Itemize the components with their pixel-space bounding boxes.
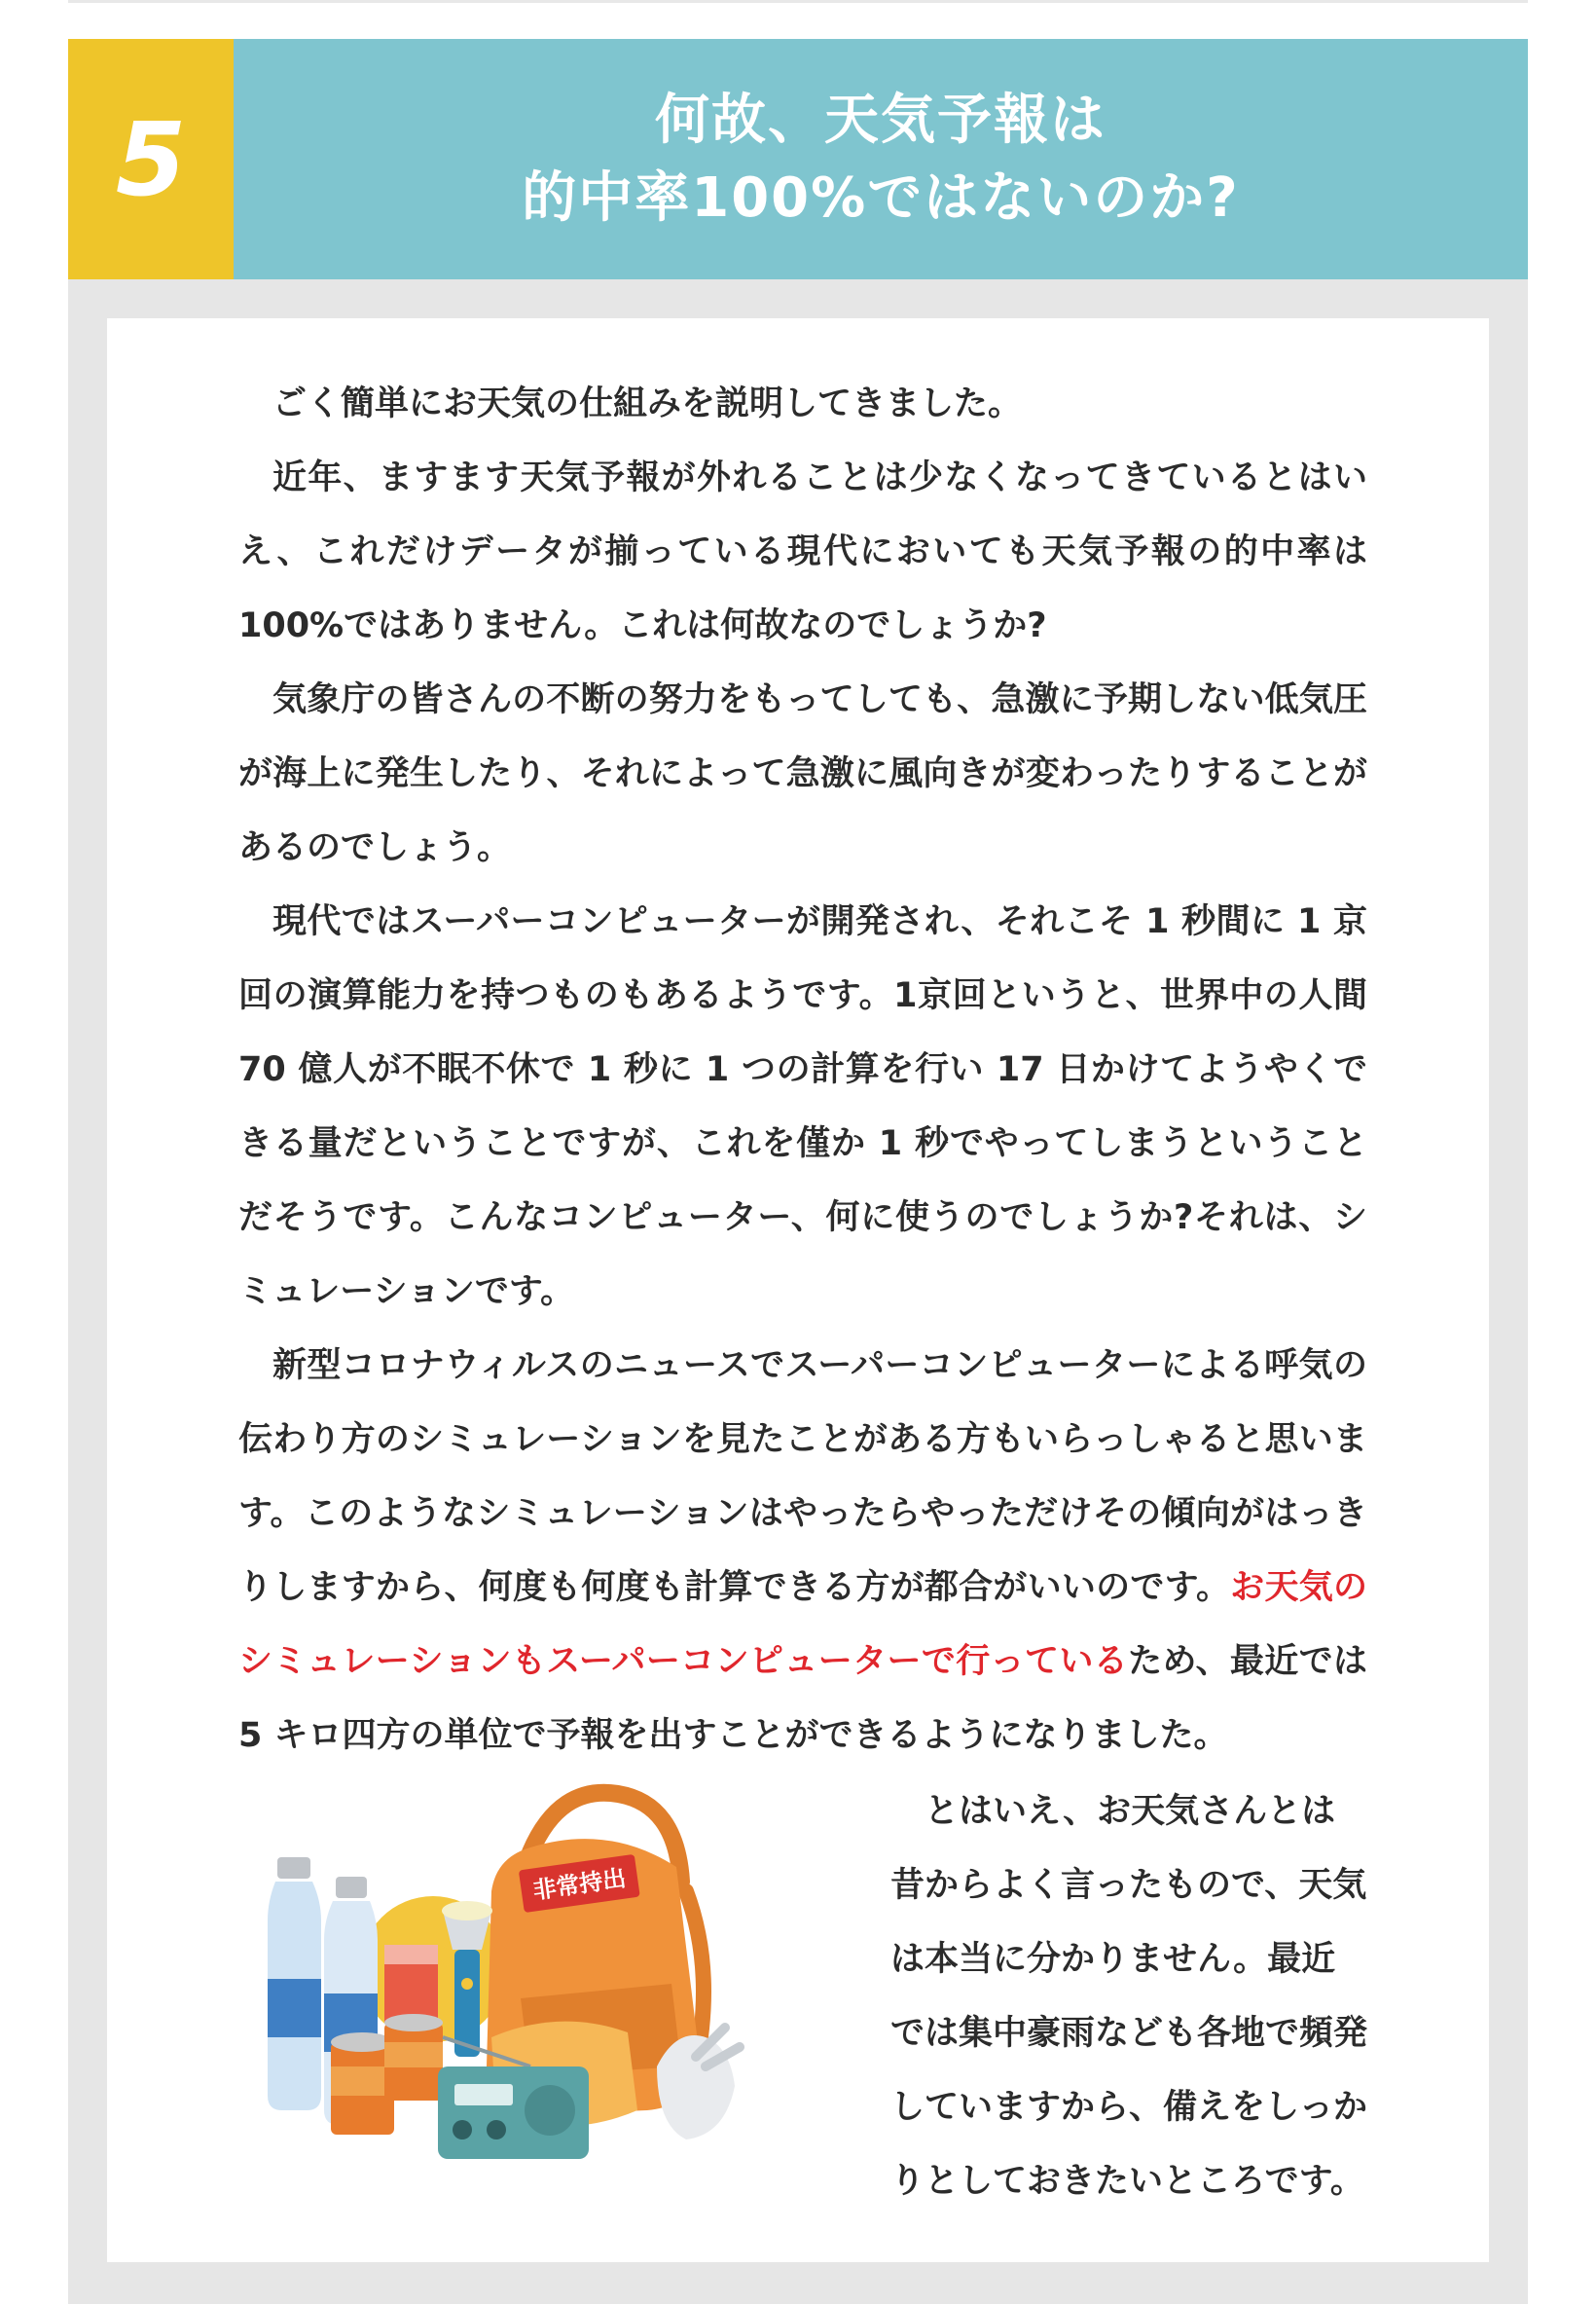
paragraph-5-text-a: 新型コロナウィルスのニュースでスーパーコンピューターによる呼気の伝わり方のシミュレーションを見たことがある方もいらっしゃると思います。このようなシミュレーションはやったらやっただけその傾向がはっきりしますから、何度も何度も計算できる方が都合がいいのです。 <box>238 1346 1367 1607</box>
section-number-box <box>68 39 234 279</box>
water-bottle-icon <box>268 1857 321 2110</box>
bottom-row <box>238 1774 1367 2222</box>
section-title-line-1: 何故、天気予報は <box>655 88 1106 152</box>
paragraph-5 <box>238 1329 1367 1773</box>
article-body <box>238 367 1367 1773</box>
section-header <box>68 39 1528 279</box>
section-number: 5 <box>115 99 187 219</box>
content-card <box>107 318 1489 2262</box>
paragraph-2: 近年、ますます天気予報が外れることは少なくなってきているとはいえ、これだけデータが揃っている現代においても天気予報の的中率は 100%ではありません。これは何故なのでしょうか? <box>238 458 1367 645</box>
paragraph-1: ごく簡単にお天気の仕組みを説明してきました。 <box>272 384 1023 423</box>
section-5 <box>68 39 1528 2304</box>
paragraph-5-text-b: ため、最近では 5 キロ四方の単位で予報を出すことができるようになりました。 <box>238 1642 1367 1755</box>
top-divider <box>68 0 1528 3</box>
paragraph-3: 気象庁の皆さんの不断の努力をもってしても、急激に予期しない低気圧が海上に発生したり、それによって急激に風向きが変わったりすることがあるのでしょう。 <box>238 680 1367 867</box>
highlighted-text: お天気のシミュレーションもスーパーコンピューターで行っている <box>238 1568 1367 1681</box>
backpack-label-text: 非常持出 <box>530 1864 628 1905</box>
emergency-kit-illustration <box>238 1774 803 2183</box>
canned-food-icon-2 <box>384 2014 443 2101</box>
section-title-line-2: 的中率100%ではないのか? <box>522 165 1240 230</box>
paragraph-6: とはいえ、お天気さんとは昔からよく言ったもので、天気は本当に分かりません。最近では集中豪雨なども各地で頻発していますから、備えをしっかりとしておきたいところです。 <box>890 1792 1368 2201</box>
paragraph-4: 現代ではスーパーコンピューターが開発され、それこそ 1 秒間に 1 京回の演算能力を持つものもあるようです。1京回というと、世界中の人間70 億人が不眠不休で 1 秒に 1 つの計算を行い 17 日かけてようやくできる量だということですが、これを僅か 1 秒でやってしまうということだそうです。こんなコンピューター、何に使うのでしょうか?それは、シミュレーションです。 <box>238 902 1367 1311</box>
section-title-box <box>234 39 1528 279</box>
